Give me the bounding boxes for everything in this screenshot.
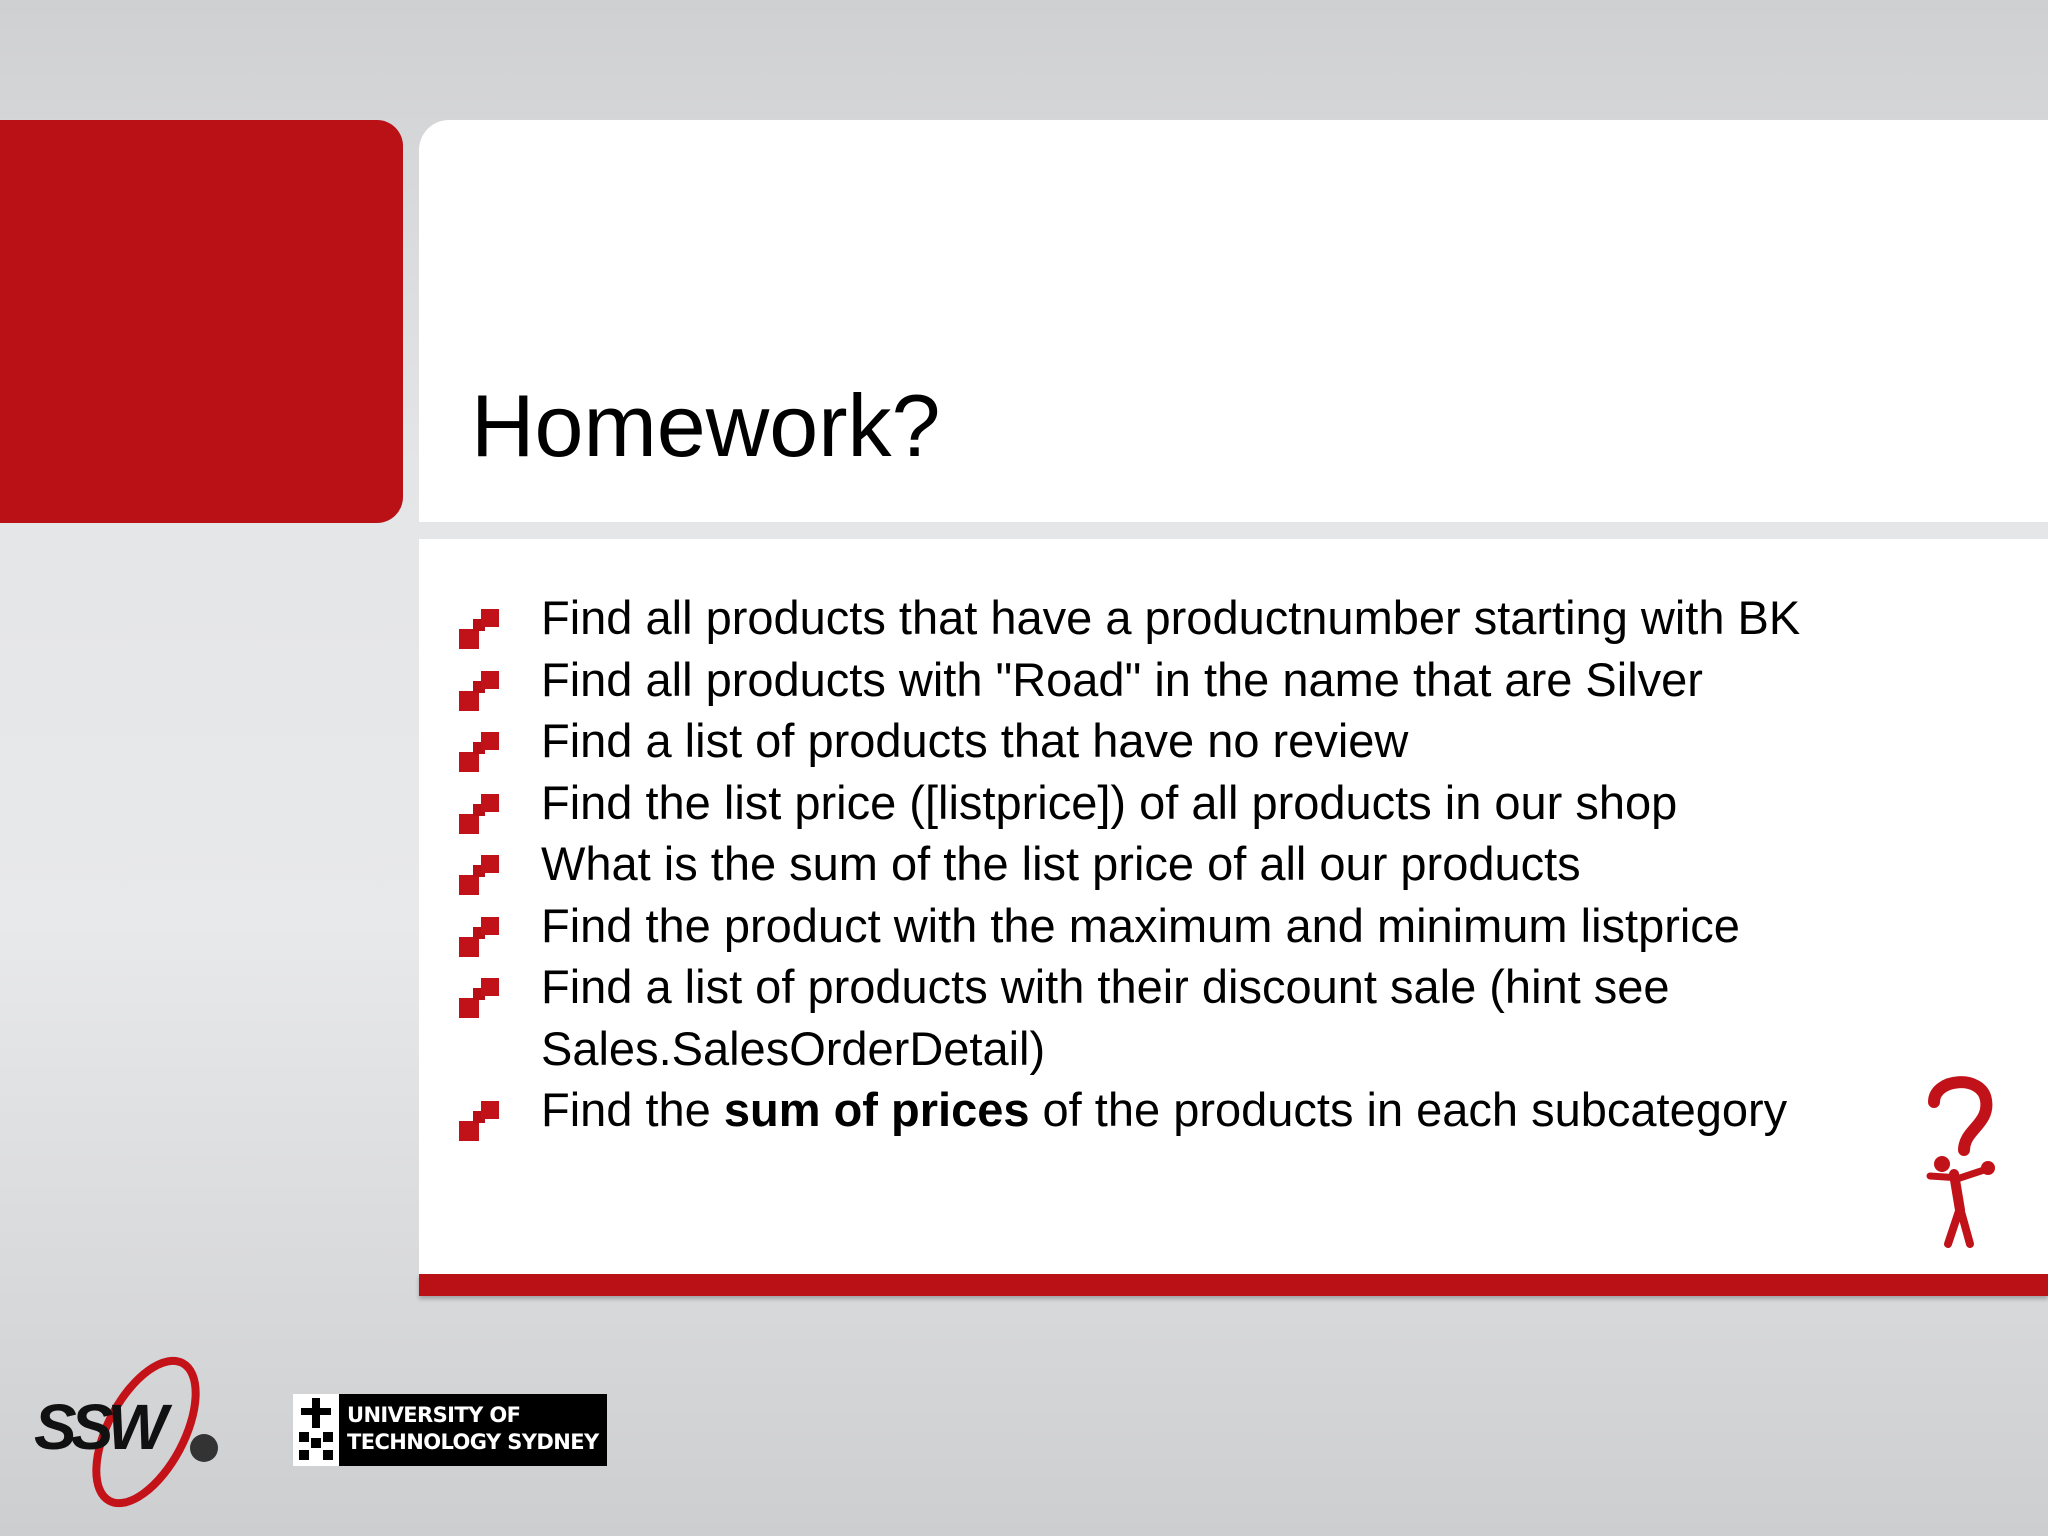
bullet-list (459, 587, 1959, 1141)
bullet-item (459, 895, 1959, 957)
bullet-item (459, 772, 1959, 834)
bullet-text: Find the list price ([listprice]) of all products in our shop (541, 775, 1678, 829)
question-mark-figure-icon (1920, 1072, 2000, 1250)
red-squares-bullet-icon (459, 794, 499, 834)
title-panel (419, 120, 2048, 522)
red-accent-block (0, 120, 403, 523)
bullet-text-bold: sum of prices (723, 1083, 1030, 1136)
uts-logo (293, 1394, 607, 1466)
bullet-text-line1: Find a list of products with their discount sale (hint see (541, 960, 1670, 1013)
bullet-text-suffix: of the products in each subcategory (1029, 1083, 1788, 1136)
content-panel (419, 539, 2048, 1274)
red-squares-bullet-icon (459, 609, 499, 649)
page-title: Homework? (471, 376, 941, 475)
bullet-item (459, 833, 1959, 895)
red-squares-bullet-icon (459, 732, 499, 772)
bullet-item (459, 649, 1959, 711)
uts-line2: TECHNOLOGY SYDNEY (347, 1430, 599, 1454)
bullet-item (459, 1079, 1959, 1141)
red-bottom-bar (419, 1274, 2048, 1296)
uts-logo-text (347, 1402, 599, 1456)
uts-crest-icon (293, 1394, 339, 1466)
bullet-text: Find a list of products that have no review (541, 714, 1409, 767)
bullet-text: What is the sum of the list price of all our products (541, 837, 1581, 890)
bullet-text-line2: Sales.SalesOrderDetail) (541, 1021, 1046, 1075)
uts-line1: UNIVERSITY OF (347, 1403, 521, 1427)
ssw-logo-text: SSW (34, 1391, 162, 1463)
red-squares-bullet-icon (459, 1101, 499, 1141)
bullet-item (459, 710, 1959, 772)
bullet-text: Find all products with "Road" in the name that are Silver (541, 652, 1703, 706)
bullet-text-prefix: Find the (541, 1083, 724, 1136)
red-squares-bullet-icon (459, 917, 499, 957)
bullet-item (459, 956, 1959, 1079)
ssw-logo (28, 1352, 238, 1514)
red-squares-bullet-icon (459, 671, 499, 711)
bullet-text: Find all products that have a productnumber starting with BK (541, 591, 1801, 644)
bullet-text: Find the product with the maximum and minimum listprice (541, 898, 1740, 952)
red-squares-bullet-icon (459, 855, 499, 895)
bullet-item (459, 587, 1959, 649)
red-squares-bullet-icon (459, 978, 499, 1018)
